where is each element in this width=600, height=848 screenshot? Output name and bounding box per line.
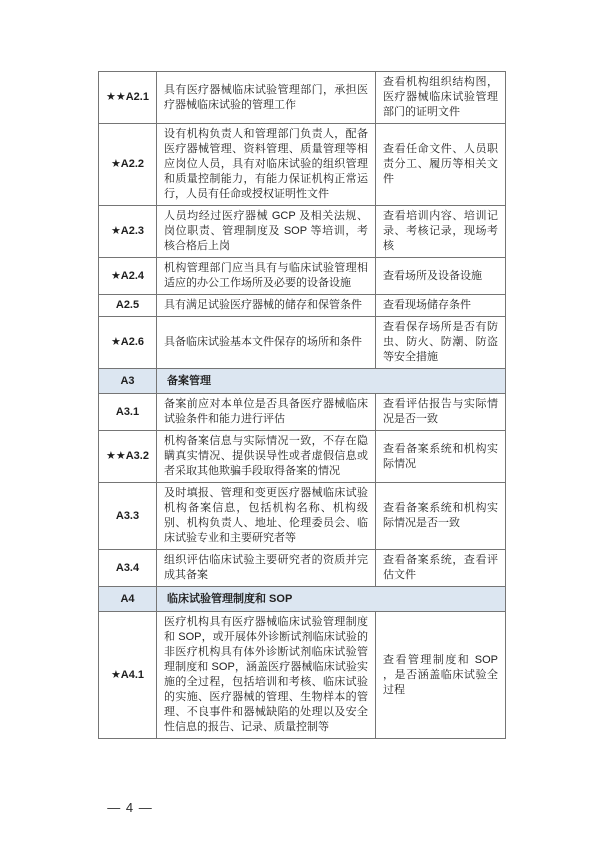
section-code: A4	[99, 587, 157, 612]
page-number: — 4 —	[107, 800, 153, 815]
item-verification: 查看管理制度和 SOP ，是否涵盖临床试验全过程	[376, 612, 506, 739]
table-row	[99, 317, 506, 369]
section-header-row	[99, 587, 506, 612]
item-requirement: 人员均经过医疗器械 GCP 及相关法规、岗位职责、管理制度及 SOP 等培训，考核合格后上岗	[157, 206, 376, 258]
table-row	[99, 612, 506, 739]
item-requirement: 机构备案信息与实际情况一致，不存在隐瞒真实情况、提供误导性或者虚假信息或者采取其他欺骗手段取得备案的情况	[157, 431, 376, 483]
item-code: ★A2.4	[99, 258, 157, 295]
item-verification: 查看机构组织结构图，医疗器械临床试验管理部门的证明文件	[376, 72, 506, 124]
item-code: A2.5	[99, 295, 157, 317]
item-code: ★A4.1	[99, 612, 157, 739]
checklist-table	[98, 71, 506, 739]
section-title: 临床试验管理制度和 SOP	[157, 587, 506, 612]
section-header-row	[99, 369, 506, 394]
item-code: ★A2.2	[99, 124, 157, 206]
item-verification: 查看备案系统和机构实际情况	[376, 431, 506, 483]
item-verification: 查看备案系统，查看评估文件	[376, 550, 506, 587]
section-title: 备案管理	[157, 369, 506, 394]
item-code: ★★A3.2	[99, 431, 157, 483]
item-verification: 查看现场储存条件	[376, 295, 506, 317]
table-row	[99, 295, 506, 317]
item-verification: 查看场所及设备设施	[376, 258, 506, 295]
table-row	[99, 431, 506, 483]
item-code: ★A2.3	[99, 206, 157, 258]
table-row	[99, 550, 506, 587]
table-row	[99, 124, 506, 206]
item-requirement: 机构管理部门应当具有与临床试验管理相适应的办公工作场所及必要的设备设施	[157, 258, 376, 295]
item-requirement: 组织评估临床试验主要研究者的资质并完成其备案	[157, 550, 376, 587]
item-verification: 查看保存场所是否有防虫、防火、防潮、防盗等安全措施	[376, 317, 506, 369]
item-verification: 查看评估报告与实际情况是否一致	[376, 394, 506, 431]
table-row	[99, 72, 506, 124]
item-requirement: 具有医疗器械临床试验管理部门，承担医疗器械临床试验的管理工作	[157, 72, 376, 124]
item-code: ★★A2.1	[99, 72, 157, 124]
item-requirement: 及时填报、管理和变更医疗器械临床试验机构备案信息，包括机构名称、机构级别、机构负责人、地址、伦理委员会、临床试验专业和主要研究者等	[157, 483, 376, 550]
item-requirement: 具有满足试验医疗器械的储存和保管条件	[157, 295, 376, 317]
item-requirement: 设有机构负责人和管理部门负责人，配备医疗器械管理、资料管理、质量管理等相应岗位人员，具有对临床试验的组织管理和质量控制能力，有能力保证机构正常运行，人员有任命或授权证明性文件	[157, 124, 376, 206]
table-row	[99, 206, 506, 258]
table-row	[99, 394, 506, 431]
item-code: ★A2.6	[99, 317, 157, 369]
item-code: A3.4	[99, 550, 157, 587]
table-row	[99, 258, 506, 295]
item-verification: 查看任命文件、人员职责分工、履历等相关文件	[376, 124, 506, 206]
item-code: A3.3	[99, 483, 157, 550]
item-requirement: 具备临床试验基本文件保存的场所和条件	[157, 317, 376, 369]
section-code: A3	[99, 369, 157, 394]
table-row	[99, 483, 506, 550]
item-requirement: 医疗机构具有医疗器械临床试验管理制度和 SOP，或开展体外诊断试剂临床试验的非医疗机构具有体外诊断试剂临床试验管理制度和 SOP，涵盖医疗器械临床试验实施的全过程，包括培训和考核、临床试验的实施、医疗器械的管理、生物样本的管理、不良事件和器械缺陷的处理以及安全性信息的报告、记录、质量控制等	[157, 612, 376, 739]
item-verification: 查看培训内容、培训记录、考核记录，现场考核	[376, 206, 506, 258]
item-code: A3.1	[99, 394, 157, 431]
checklist-table-body	[99, 72, 506, 739]
item-requirement: 备案前应对本单位是否具备医疗器械临床试验条件和能力进行评估	[157, 394, 376, 431]
item-verification: 查看备案系统和机构实际情况是否一致	[376, 483, 506, 550]
